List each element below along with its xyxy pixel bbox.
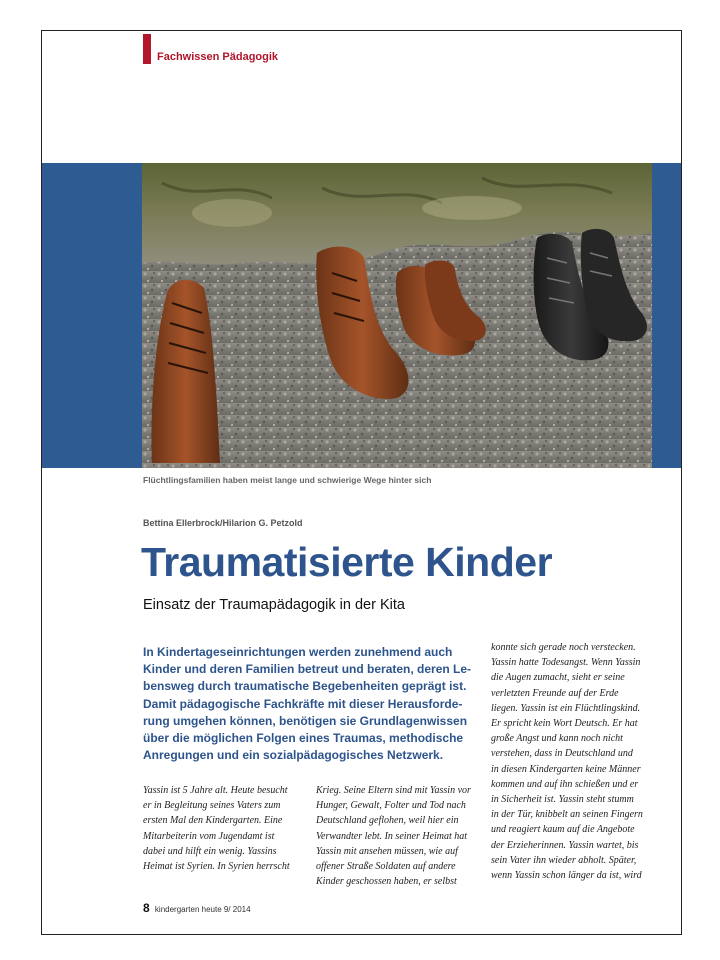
body-line: Yassin hatte Todesangst. Wenn Yassin <box>491 657 641 669</box>
body-line: Heimat ist Syrien. In Syrien herrscht <box>143 861 290 873</box>
article-subtitle: Einsatz der Traumapädagogik in der Kita <box>143 597 405 613</box>
body-line: große Angst und kann noch nicht <box>491 733 623 745</box>
boots-photo <box>142 163 652 468</box>
body-line: Kinder geschossen haben, er selbst <box>316 876 457 888</box>
body-line: kommen und auf ihn schießen und er <box>491 778 639 790</box>
section-marker <box>143 34 151 64</box>
body-line: Krieg. Seine Eltern sind mit Yassin vor <box>316 785 471 796</box>
lead-paragraph <box>143 644 472 764</box>
body-column-3 <box>491 640 643 883</box>
body-line: die Augen zumacht, sieht er seine <box>491 672 625 684</box>
lead-line: Damit pädagogische Fachkräfte mit dieser Herausforde- <box>143 696 463 711</box>
lead-line: Anregungen und ein sozialpädagogisches Netzwerk. <box>143 748 444 763</box>
page-footer <box>143 901 251 915</box>
lead-line: Kinder und deren Familien betreut und beraten, deren Le- <box>143 662 472 677</box>
body-line: er in Begleitung seines Vaters zum <box>143 800 281 812</box>
lead-line: In Kindertageseinrichtungen werden zunehmend auch <box>143 645 453 659</box>
body-line: Er spricht kein Wort Deutsch. Er hat <box>491 718 638 730</box>
page-number: 8 <box>143 901 150 915</box>
body-line: Deutschland geflohen, weil hier ein <box>316 815 459 827</box>
body-line: Hunger, Gewalt, Folter und Tod nach <box>316 800 466 812</box>
body-line: dabei und hilft ein wenig. Yassins <box>143 845 277 857</box>
body-line: Yassin ist 5 Jahre alt. Heute besucht <box>143 785 288 796</box>
body-line: und reagiert kaum auf die Angebote <box>491 824 635 836</box>
body-line: liegen. Yassin ist ein Flüchtlingskind. <box>491 702 641 714</box>
body-line: Mitarbeiterin vom Jugendamt ist <box>143 830 275 842</box>
body-line: Yassin mit ansehen müssen, wie auf <box>316 845 458 857</box>
body-line: offener Straße Soldaten auf andere <box>316 861 456 873</box>
body-line: wenn Yassin schon länger da ist, wird <box>491 870 642 882</box>
lead-line: über die möglichen Folgen eines Traumas, methodische <box>143 731 464 746</box>
lead-line: rung umgehen können, benötigen sie Grundlagenwissen <box>143 713 468 728</box>
body-line: verstehen, dass in Deutschland und <box>491 748 633 760</box>
body-line: ersten Mal den Kindergarten. Eine <box>143 815 283 827</box>
article-authors: Bettina Ellerbrock/Hilarion G. Petzold <box>143 518 303 528</box>
body-line: sein Vater ihn wieder abholt. Später, <box>491 854 637 866</box>
article-title: Traumatisierte Kinder <box>141 539 553 585</box>
body-line: in Sicherheit ist. Yassin steht stumm <box>491 794 634 806</box>
body-column-2 <box>316 783 471 889</box>
section-label: Fachwissen Pädagogik <box>157 51 279 63</box>
lead-line: bensweg durch traumatische Begebenheiten geprägt ist. <box>143 679 467 694</box>
photo-caption: Flüchtlingsfamilien haben meist lange und schwierige Wege hinter sich <box>143 475 432 485</box>
publication-name: kindergarten heute 9/ 2014 <box>154 905 251 914</box>
body-line: in diesen Kindergarten keine Männer <box>491 763 641 775</box>
body-line: der Erzieherinnen. Yassin wartet, bis <box>491 839 639 851</box>
body-line: verletzten Freunde auf der Erde <box>491 687 619 699</box>
body-column-1 <box>143 783 290 874</box>
body-line: in der Tür, knibbelt an seinen Fingern <box>491 809 643 821</box>
body-line: konnte sich gerade noch verstecken. <box>491 642 636 653</box>
magazine-page <box>41 30 682 935</box>
body-line: Verwandter lebt. In seiner Heimat hat <box>316 830 468 842</box>
hero-photo <box>142 163 652 468</box>
